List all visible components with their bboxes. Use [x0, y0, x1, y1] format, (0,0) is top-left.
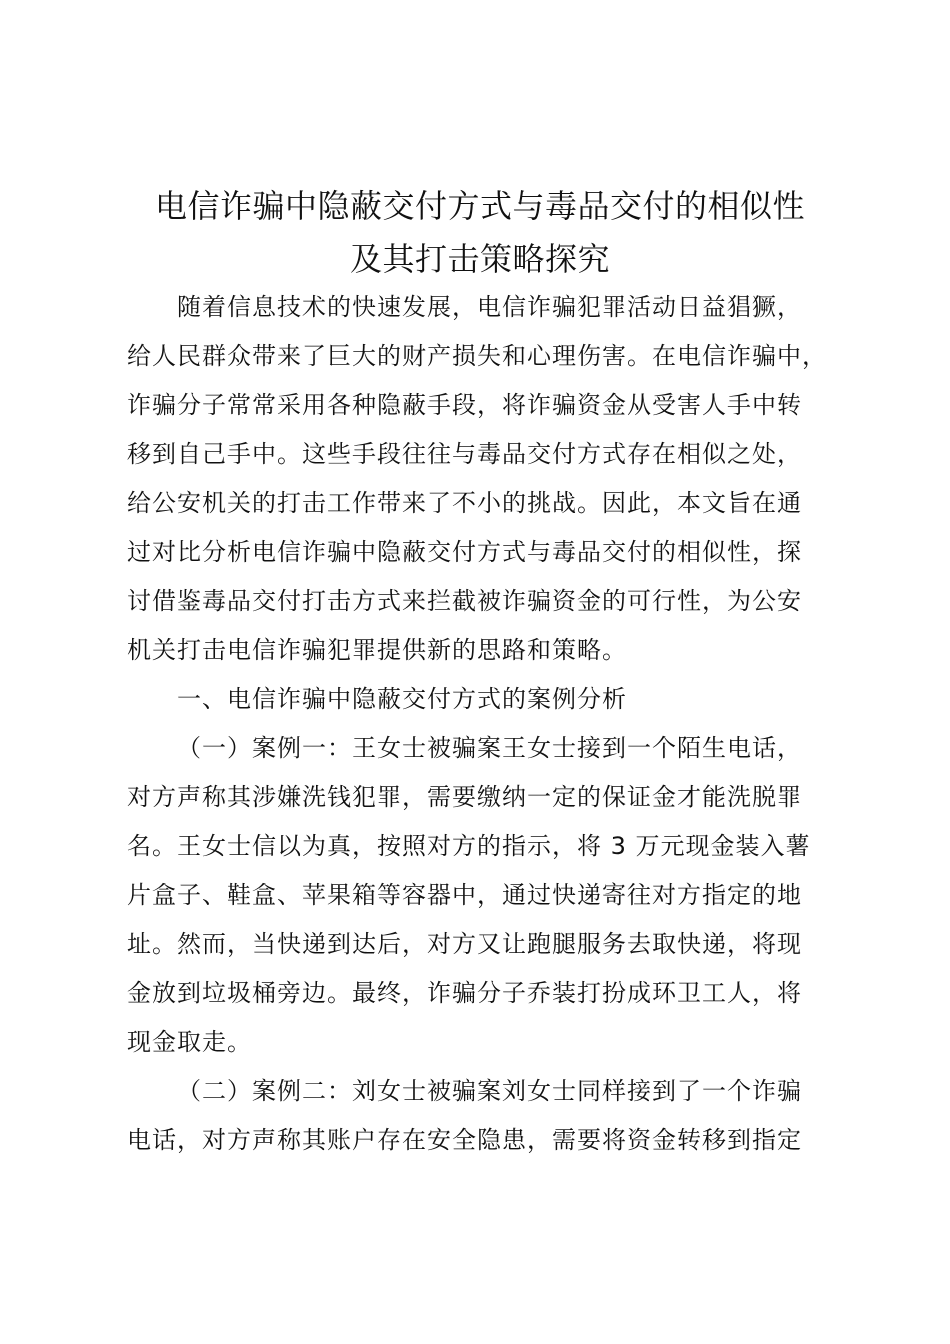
text-line: 随着信息技术的快速发展，电信诈骗犯罪活动日益猖獗，	[177, 293, 802, 321]
text-line: 对方声称其涉嫌洗钱犯罪，需要缴纳一定的保证金才能洗脱罪	[127, 783, 802, 811]
text-line: 机关打击电信诈骗犯罪提供新的思路和策略。	[127, 636, 627, 664]
text-line: 诈骗分子常常采用各种隐蔽手段，将诈骗资金从受害人手中转	[127, 391, 802, 419]
intro-paragraph	[127, 283, 847, 675]
text-line: 过对比分析电信诈骗中隐蔽交付方式与毒品交付的相似性，探	[127, 538, 802, 566]
text-line: 现金取走。	[127, 1028, 252, 1056]
title-line: 电信诈骗中隐蔽交付方式与毒品交付的相似性	[154, 187, 805, 225]
text-line: 移到自己手中。这些手段往往与毒品交付方式存在相似之处，	[127, 440, 802, 468]
case-two-paragraph	[127, 1067, 847, 1165]
text-line: 金放到垃圾桶旁边。最终，诈骗分子乔装打扮成环卫工人，将	[127, 979, 802, 1007]
text-line: （一）案例一：王女士被骗案王女士接到一个陌生电话，	[177, 734, 802, 762]
case-one-paragraph	[127, 724, 847, 1067]
text-line: 址。然而，当快递到达后，对方又让跑腿服务去取快递，将现	[127, 930, 802, 958]
section-heading	[127, 675, 847, 724]
text-line: （二）案例二：刘女士被骗案刘女士同样接到了一个诈骗	[177, 1077, 802, 1105]
document-title	[110, 180, 850, 286]
text-line: 讨借鉴毒品交付打击方式来拦截被诈骗资金的可行性，为公安	[127, 587, 802, 615]
document-body	[127, 283, 847, 1165]
text-line: 给公安机关的打击工作带来了不小的挑战。因此，本文旨在通	[127, 489, 802, 517]
text-line: 名。王女士信以为真，按照对方的指示，将 3 万元现金装入薯	[127, 832, 811, 860]
title-line: 及其打击策略探究	[349, 240, 610, 278]
text-line: 电话，对方声称其账户存在安全隐患，需要将资金转移到指定	[127, 1126, 802, 1154]
text-line: 片盒子、鞋盒、苹果箱等容器中，通过快递寄往对方指定的地	[127, 881, 802, 909]
heading-line: 一、电信诈骗中隐蔽交付方式的案例分析	[177, 685, 627, 713]
text-line: 给人民群众带来了巨大的财产损失和心理伤害。在电信诈骗中，	[127, 342, 827, 370]
